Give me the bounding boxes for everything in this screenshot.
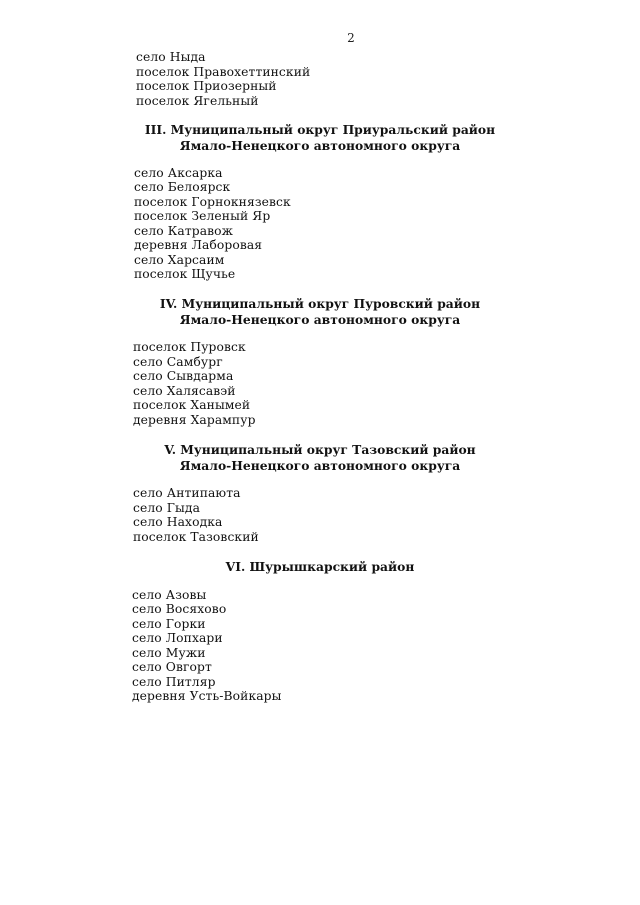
list-item: село Катравож bbox=[134, 224, 234, 238]
list-item: поселок Зеленый Яр bbox=[134, 209, 271, 223]
section-heading-iii bbox=[0, 122, 640, 154]
list-item: село Гыда bbox=[133, 501, 201, 515]
list-item: поселок Правохеттинский bbox=[136, 65, 311, 79]
list-item: село Белоярск bbox=[134, 180, 231, 194]
list-item: поселок Ханымей bbox=[133, 398, 251, 412]
list-item: село Лопхари bbox=[132, 631, 223, 645]
page-number: 2 bbox=[347, 31, 355, 45]
list-item: село Восяхово bbox=[132, 602, 227, 616]
list-item: село Харсаим bbox=[134, 253, 225, 267]
list-item: поселок Тазовский bbox=[133, 530, 259, 544]
heading-line: V. Муниципальный округ Тазовский район bbox=[164, 442, 476, 457]
list-item: село Аксарка bbox=[134, 166, 223, 180]
list-item: село Мужи bbox=[132, 646, 206, 660]
heading-line: III. Муниципальный округ Приуральский район bbox=[144, 122, 496, 137]
section-heading-v bbox=[0, 442, 640, 474]
list-item: село Сывдарма bbox=[133, 369, 234, 383]
list-item: село Самбург bbox=[133, 355, 223, 369]
list-item: деревня Усть-Войкары bbox=[132, 689, 282, 703]
heading-line: Ямало-Ненецкого автономного округа bbox=[179, 458, 461, 473]
heading-line: Ямало-Ненецкого автономного округа bbox=[179, 138, 461, 153]
list-item: поселок Щучье bbox=[134, 267, 236, 281]
list-item: поселок Горнокнязевск bbox=[134, 195, 291, 209]
list-item: поселок Ягельный bbox=[136, 94, 259, 108]
list-item: село Антипаюта bbox=[133, 486, 241, 500]
list-item: деревня Лаборовая bbox=[134, 238, 263, 252]
list-item: поселок Пуровск bbox=[133, 340, 246, 354]
list-item: село Находка bbox=[133, 515, 223, 529]
list-item: село Азовы bbox=[132, 588, 207, 602]
list-item: поселок Приозерный bbox=[136, 79, 277, 93]
heading-line: IV. Муниципальный округ Пуровский район bbox=[159, 296, 481, 311]
list-item: село Питляр bbox=[132, 675, 216, 689]
list-item: село Овгорт bbox=[132, 660, 212, 674]
list-item: село Халясавэй bbox=[133, 384, 236, 398]
heading-line: Ямало-Ненецкого автономного округа bbox=[179, 312, 461, 327]
section-heading-vi bbox=[0, 559, 640, 575]
heading-line: VI. Шурышкарский район bbox=[225, 559, 415, 574]
list-item: деревня Харампур bbox=[133, 413, 256, 427]
list-item: село Ныда bbox=[136, 50, 206, 64]
section-heading-iv bbox=[0, 296, 640, 328]
list-item: село Горки bbox=[132, 617, 206, 631]
